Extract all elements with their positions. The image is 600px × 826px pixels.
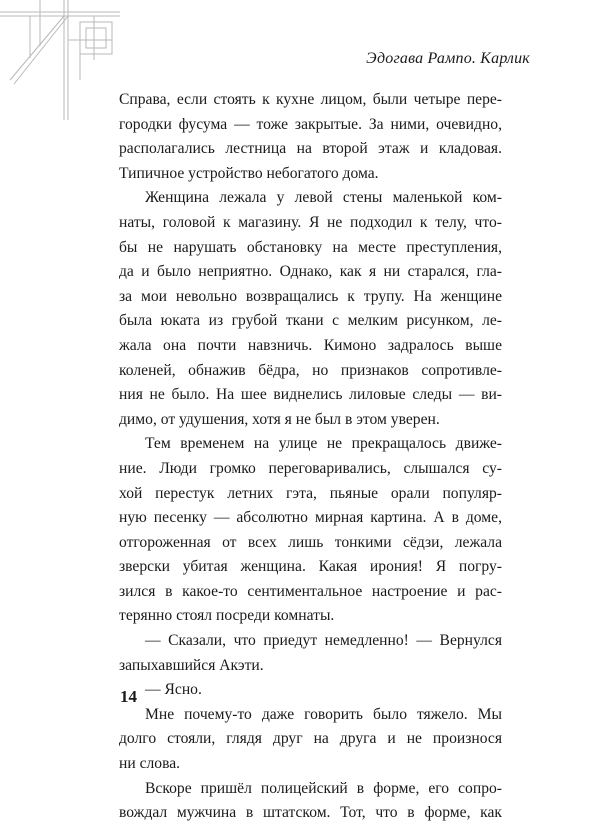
text-line: — Сказали, что приедут немедленно! — Вернулся: [145, 632, 502, 650]
text-line: была юката из грубой ткани с мелким рисунком, ле-: [119, 312, 502, 330]
text-line: ную песенку — абсолютно мирная картина. А в доме,: [119, 509, 502, 527]
text-line: бы не нарушать обстановку на месте преступления,: [119, 238, 502, 256]
text-line: Справа, если стоять к кухне лицом, были четыре пере-: [119, 91, 502, 108]
text-line: долго стояли, глядя друг на друга и не произнося: [119, 730, 502, 748]
text-line: Мне почему-то даже говорить было тяжело. Мы: [145, 705, 502, 723]
text-line: Женщина лежала у левой стены маленькой ком-: [145, 189, 502, 207]
text-line: зверски убитая женщина. Какая ирония! Я погру-: [119, 558, 502, 576]
text-line: Типичное устройство небогатого дома.: [119, 164, 379, 182]
text-line: коленей, обнажив бёдра, но признаков сопротивле-: [119, 361, 502, 379]
text-line: жала она почти навзничь. Кимоно задралось выше: [119, 336, 502, 354]
body-text: [119, 88, 502, 826]
running-header: Эдогава Рампо. Карлик: [366, 50, 530, 67]
page-number: 14: [120, 687, 137, 706]
text-line: Вскоре пришёл полицейский в форме, его сопро-: [145, 779, 502, 797]
text-line: ни слова.: [119, 755, 181, 773]
text-line: зился в какое-то сентиментальное настроение и рас-: [119, 582, 502, 600]
text-line: ние. Люди громко переговаривались, слышался су-: [119, 459, 502, 477]
text-line: терянно стоял посреди комнаты.: [119, 607, 335, 625]
text-line: запыхавшийся Акэти.: [119, 656, 264, 674]
text-line: Тем временем на улице не прекращалось движе-: [145, 435, 502, 453]
text-line: ния не было. На шее виднелись лиловые следы — ви-: [119, 386, 502, 404]
text-line: вождал мужчина в штатском. Тот, что в форме, как: [119, 804, 502, 822]
text-line: за мои невольно возвращались к трупу. На женщине: [119, 287, 502, 305]
text-line: — Ясно.: [145, 681, 202, 699]
text-line: отгороженная от всех лишь тонкими сёдзи, лежала: [119, 533, 502, 551]
text-line: городки фусума — тоже закрытые. За ними, очевидно,: [119, 115, 502, 133]
text-line: располагались лестница на второй этаж и кладовая.: [119, 140, 502, 158]
text-line: димо, от удушения, хотя я не был в этом уверен.: [119, 410, 440, 428]
text-line: да и было неприятно. Однако, как я ни старался, гла-: [119, 263, 502, 281]
text-line: наты, головой к магазину. Я не подходил к телу, что-: [119, 213, 502, 231]
corner-ornament-icon: [0, 0, 125, 125]
text-line: хой перестук летних гэта, пьяные орали популяр-: [119, 484, 502, 502]
